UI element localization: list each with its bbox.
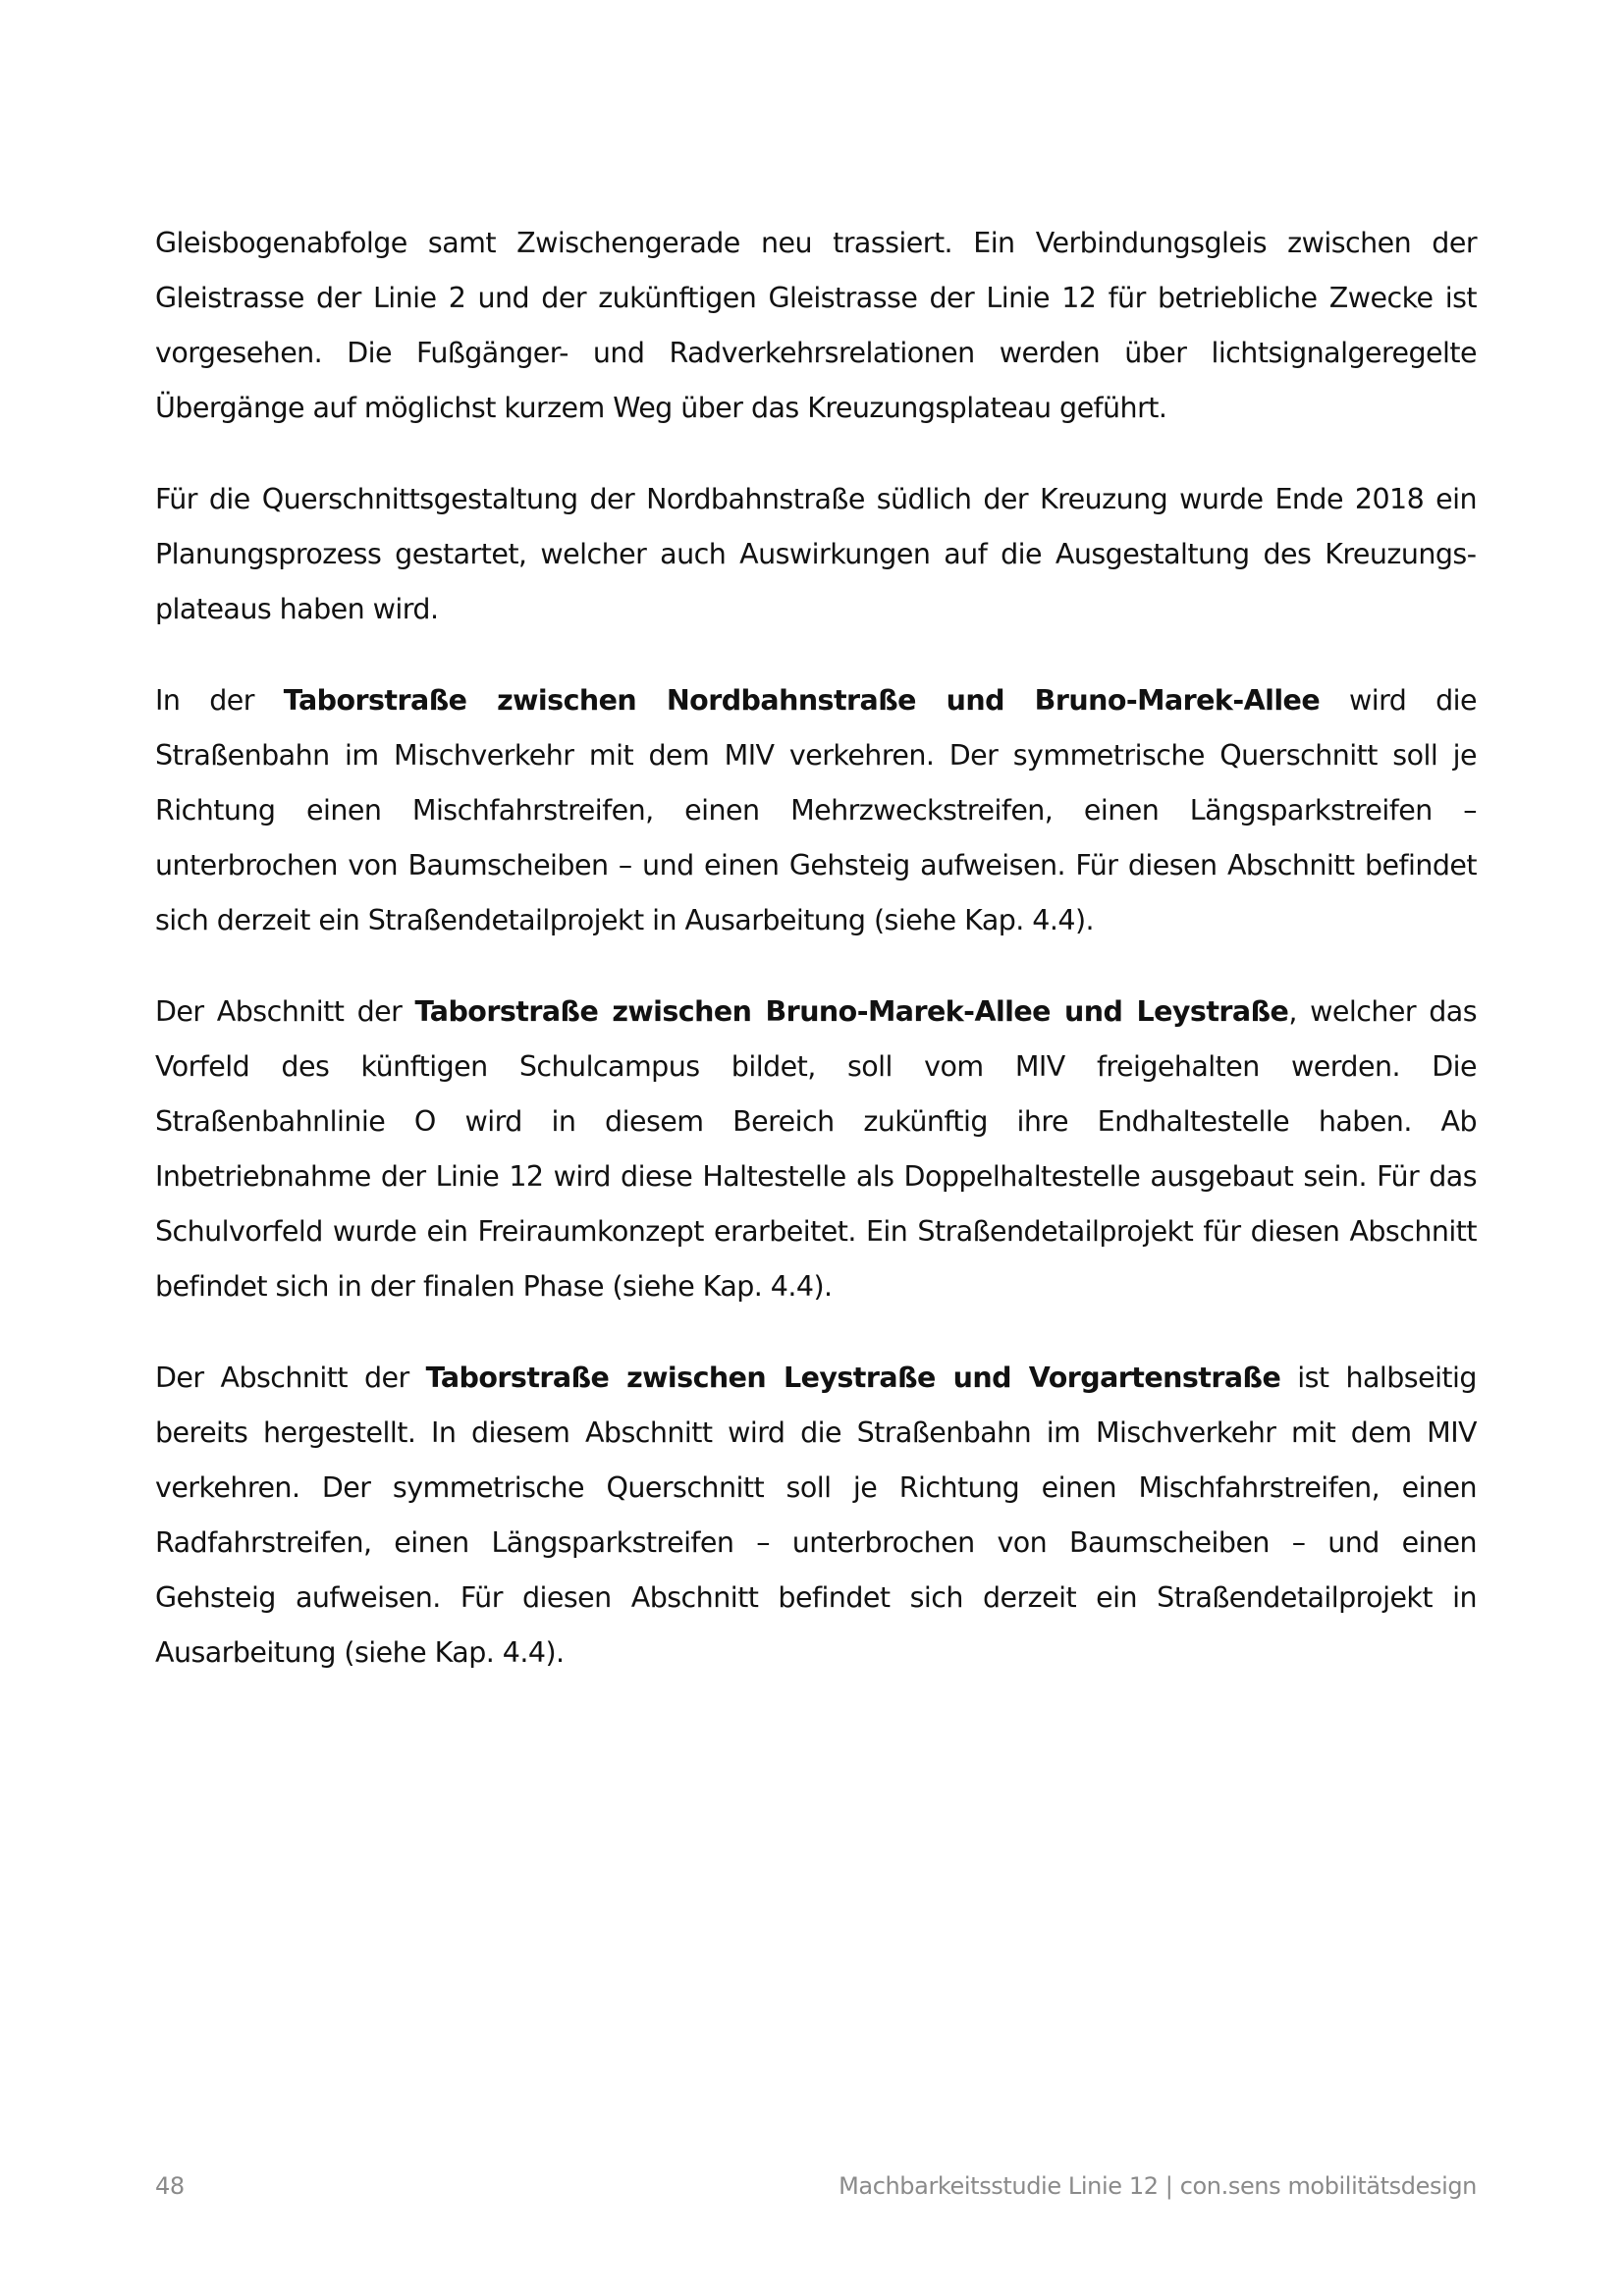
document-body: [155, 216, 1477, 1717]
paragraph: [155, 673, 1477, 948]
paragraph: [155, 1351, 1477, 1681]
text-segment: Der Abschnitt der: [155, 1362, 426, 1394]
text-segment: ist halbseitig bereits hergestellt. In diesem Abschnitt wird die Straßenbahn im Mischverkehr mit dem MIV verkehren. Der symmetrische Querschnitt soll je Richtung einen Mischfahrstreifen, einen Radfahrstreifen, einen Längsparkstreifen – unterbrochen von Baumscheiben – und einen Gehsteig aufweisen. Für diesen Abschnitt befindet sich derzeit ein Straßendetailprojekt in Ausarbeitung (siehe Kap. 4.4).: [155, 1362, 1477, 1669]
paragraph: [155, 216, 1477, 436]
page-footer: [155, 2172, 1477, 2208]
footer-title: Machbarkeitsstudie Linie 12 | con.sens mobilitätsdesign: [839, 2172, 1477, 2200]
paragraph: [155, 985, 1477, 1314]
bold-text-segment: Taborstraße zwischen Leystraße und Vorgartenstraße: [425, 1362, 1281, 1394]
text-segment: Der Abschnitt der: [155, 995, 415, 1028]
text-segment: wird die Straßenbahn im Mischverkehr mit dem MIV verkehren. Der symmetrische Querschnitt soll je Richtung einen Mischfahrstreifen, einen Mehrzweckstreifen, einen Längsparkstreifen – unterbrochen von Baumscheiben – und einen Gehsteig aufweisen. Für diesen Abschnitt befindet sich derzeit ein Straßendetailprojekt in Ausarbeitung (siehe Kap. 4.4).: [155, 684, 1477, 936]
text-segment: In der: [155, 684, 284, 717]
text-segment: Für die Querschnittsgestaltung der Nordbahnstraße südlich der Kreuzung wurde Ende 2018 ein Planungsprozess gestartet, welcher auch Auswirkungen auf die Ausgestaltung des Kreuzungsplateaus haben wird.: [155, 483, 1477, 625]
bold-text-segment: Taborstraße zwischen Bruno-Marek-Allee und Leystraße: [414, 995, 1289, 1028]
page-number: 48: [155, 2172, 185, 2200]
paragraph: [155, 472, 1477, 637]
text-segment: Gleisbogenabfolge samt Zwischengerade neu trassiert. Ein Verbindungsgleis zwischen der Gleistrasse der Linie 2 und der zukünftigen Gleistrasse der Linie 12 für betriebliche Zwecke ist vorgesehen. Die Fußgänger- und Radverkehrsrelationen werden über lichtsignalgeregelte Übergänge auf möglichst kurzem Weg über das Kreuzungsplateau geführt.: [155, 227, 1477, 424]
bold-text-segment: Taborstraße zwischen Nordbahnstraße und Bruno-Marek-Allee: [283, 684, 1321, 717]
text-segment: , welcher das Vorfeld des künftigen Schulcampus bildet, soll vom MIV freigehalten werden. Die Straßenbahnlinie O wird in diesem Bereich zukünftig ihre Endhaltestelle haben. Ab Inbetriebnahme der Linie 12 wird diese Haltestelle als Doppelhaltestelle ausgebaut sein. Für das Schulvorfeld wurde ein Freiraumkonzept erarbeitet. Ein Straßendetailprojekt für diesen Abschnitt befindet sich in der finalen Phase (siehe Kap. 4.4).: [155, 995, 1477, 1303]
